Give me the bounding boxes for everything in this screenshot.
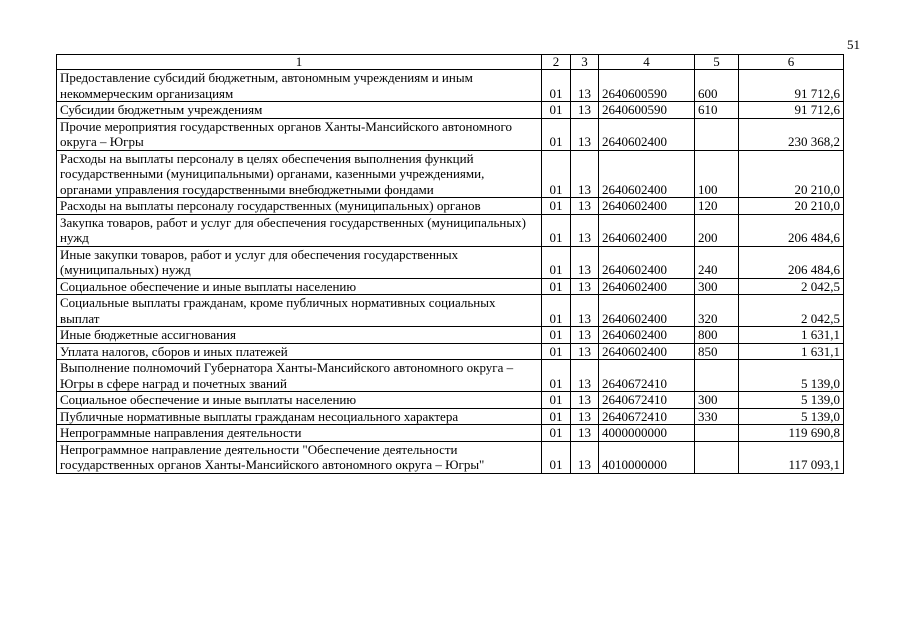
cell-section: 01: [542, 327, 571, 344]
cell-target-article: 4000000000: [599, 425, 695, 442]
table-row: [57, 392, 844, 409]
table-row: [57, 150, 844, 198]
cell-section: 01: [542, 150, 571, 198]
budget-table: [56, 54, 844, 474]
cell-target-article: 2640602400: [599, 214, 695, 246]
cell-name: Иные бюджетные ассигнования: [57, 327, 542, 344]
cell-amount: 5 139,0: [739, 360, 844, 392]
cell-target-article: 2640672410: [599, 408, 695, 425]
cell-section: 01: [542, 70, 571, 102]
cell-target-article: 2640602400: [599, 118, 695, 150]
cell-name: Выполнение полномочий Губернатора Ханты-Мансийского автономного округа – Югры в сфере наград и почетных званий: [57, 360, 542, 392]
cell-subsection: 13: [571, 408, 599, 425]
cell-amount: 5 139,0: [739, 408, 844, 425]
cell-expense-type: 850: [695, 343, 739, 360]
cell-name: Уплата налогов, сборов и иных платежей: [57, 343, 542, 360]
cell-subsection: 13: [571, 425, 599, 442]
table-row: [57, 360, 844, 392]
cell-name: Непрограммное направление деятельности "Обеспечение деятельности государственных органов Ханты-Мансийского автономного округа – Югры": [57, 441, 542, 473]
table-row: [57, 278, 844, 295]
cell-amount: 2 042,5: [739, 295, 844, 327]
cell-amount: 230 368,2: [739, 118, 844, 150]
cell-target-article: 2640602400: [599, 295, 695, 327]
table-row: [57, 246, 844, 278]
cell-section: 01: [542, 343, 571, 360]
cell-section: 01: [542, 441, 571, 473]
cell-expense-type: 320: [695, 295, 739, 327]
cell-target-article: 2640602400: [599, 327, 695, 344]
cell-name: Расходы на выплаты персоналу в целях обеспечения выполнения функций государственными (муниципальными) органами, казенными учреждениями, органами управления государственными внебюджетными фондами: [57, 150, 542, 198]
cell-subsection: 13: [571, 214, 599, 246]
cell-section: 01: [542, 295, 571, 327]
cell-subsection: 13: [571, 198, 599, 215]
cell-name: Социальное обеспечение и иные выплаты населению: [57, 278, 542, 295]
cell-section: 01: [542, 360, 571, 392]
cell-subsection: 13: [571, 246, 599, 278]
cell-target-article: 2640602400: [599, 150, 695, 198]
column-header-target-article: 4: [599, 55, 695, 70]
cell-expense-type: 610: [695, 102, 739, 119]
cell-subsection: 13: [571, 343, 599, 360]
cell-subsection: 13: [571, 441, 599, 473]
cell-amount: 1 631,1: [739, 343, 844, 360]
cell-expense-type: 200: [695, 214, 739, 246]
cell-subsection: 13: [571, 327, 599, 344]
table-row: [57, 198, 844, 215]
table-row: [57, 214, 844, 246]
cell-subsection: 13: [571, 70, 599, 102]
cell-expense-type: [695, 360, 739, 392]
cell-target-article: 2640602400: [599, 343, 695, 360]
cell-name: Закупка товаров, работ и услуг для обеспечения государственных (муниципальных) нужд: [57, 214, 542, 246]
table-row: [57, 295, 844, 327]
table-body: [57, 70, 844, 474]
cell-target-article: 2640672410: [599, 360, 695, 392]
table-row: [57, 102, 844, 119]
cell-name: Расходы на выплаты персоналу государственных (муниципальных) органов: [57, 198, 542, 215]
cell-amount: 119 690,8: [739, 425, 844, 442]
cell-expense-type: 240: [695, 246, 739, 278]
cell-section: 01: [542, 198, 571, 215]
cell-name: Непрограммные направления деятельности: [57, 425, 542, 442]
cell-target-article: 2640602400: [599, 246, 695, 278]
cell-subsection: 13: [571, 360, 599, 392]
cell-amount: 91 712,6: [739, 70, 844, 102]
cell-subsection: 13: [571, 278, 599, 295]
table-row: [57, 408, 844, 425]
cell-name: Субсидии бюджетным учреждениям: [57, 102, 542, 119]
cell-expense-type: 330: [695, 408, 739, 425]
cell-amount: 91 712,6: [739, 102, 844, 119]
page-number: 51: [847, 37, 860, 52]
cell-expense-type: [695, 441, 739, 473]
table-row: [57, 425, 844, 442]
cell-target-article: 2640600590: [599, 70, 695, 102]
cell-amount: 1 631,1: [739, 327, 844, 344]
table-row: [57, 70, 844, 102]
cell-name: Социальное обеспечение и иные выплаты населению: [57, 392, 542, 409]
table-row: [57, 441, 844, 473]
cell-expense-type: [695, 118, 739, 150]
cell-section: 01: [542, 408, 571, 425]
table-row: [57, 327, 844, 344]
cell-amount: 2 042,5: [739, 278, 844, 295]
column-header-subsection: 3: [571, 55, 599, 70]
cell-amount: 117 093,1: [739, 441, 844, 473]
cell-name: Социальные выплаты гражданам, кроме публичных нормативных социальных выплат: [57, 295, 542, 327]
cell-section: 01: [542, 425, 571, 442]
column-header-section: 2: [542, 55, 571, 70]
cell-amount: 20 210,0: [739, 198, 844, 215]
table-header-row: [57, 55, 844, 70]
cell-expense-type: 120: [695, 198, 739, 215]
cell-section: 01: [542, 118, 571, 150]
cell-subsection: 13: [571, 118, 599, 150]
cell-name: Публичные нормативные выплаты гражданам несоциального характера: [57, 408, 542, 425]
cell-amount: 206 484,6: [739, 214, 844, 246]
cell-target-article: 2640600590: [599, 102, 695, 119]
table-row: [57, 118, 844, 150]
cell-subsection: 13: [571, 392, 599, 409]
column-header-amount: 6: [739, 55, 844, 70]
cell-name: Иные закупки товаров, работ и услуг для обеспечения государственных (муниципальных) нужд: [57, 246, 542, 278]
cell-expense-type: 600: [695, 70, 739, 102]
cell-amount: 206 484,6: [739, 246, 844, 278]
cell-subsection: 13: [571, 295, 599, 327]
cell-section: 01: [542, 392, 571, 409]
cell-target-article: 2640602400: [599, 198, 695, 215]
cell-section: 01: [542, 102, 571, 119]
cell-amount: 5 139,0: [739, 392, 844, 409]
cell-target-article: 4010000000: [599, 441, 695, 473]
cell-expense-type: 300: [695, 392, 739, 409]
cell-amount: 20 210,0: [739, 150, 844, 198]
cell-subsection: 13: [571, 150, 599, 198]
cell-target-article: 2640672410: [599, 392, 695, 409]
cell-section: 01: [542, 246, 571, 278]
cell-name: Предоставление субсидий бюджетным, автономным учреждениям и иным некоммерческим организациям: [57, 70, 542, 102]
cell-expense-type: 800: [695, 327, 739, 344]
cell-expense-type: 300: [695, 278, 739, 295]
cell-subsection: 13: [571, 102, 599, 119]
cell-expense-type: 100: [695, 150, 739, 198]
cell-section: 01: [542, 214, 571, 246]
cell-section: 01: [542, 278, 571, 295]
cell-name: Прочие мероприятия государственных органов Ханты-Мансийского автономного округа – Югры: [57, 118, 542, 150]
column-header-name: 1: [57, 55, 542, 70]
cell-expense-type: [695, 425, 739, 442]
column-header-expense-type: 5: [695, 55, 739, 70]
table-row: [57, 343, 844, 360]
cell-target-article: 2640602400: [599, 278, 695, 295]
